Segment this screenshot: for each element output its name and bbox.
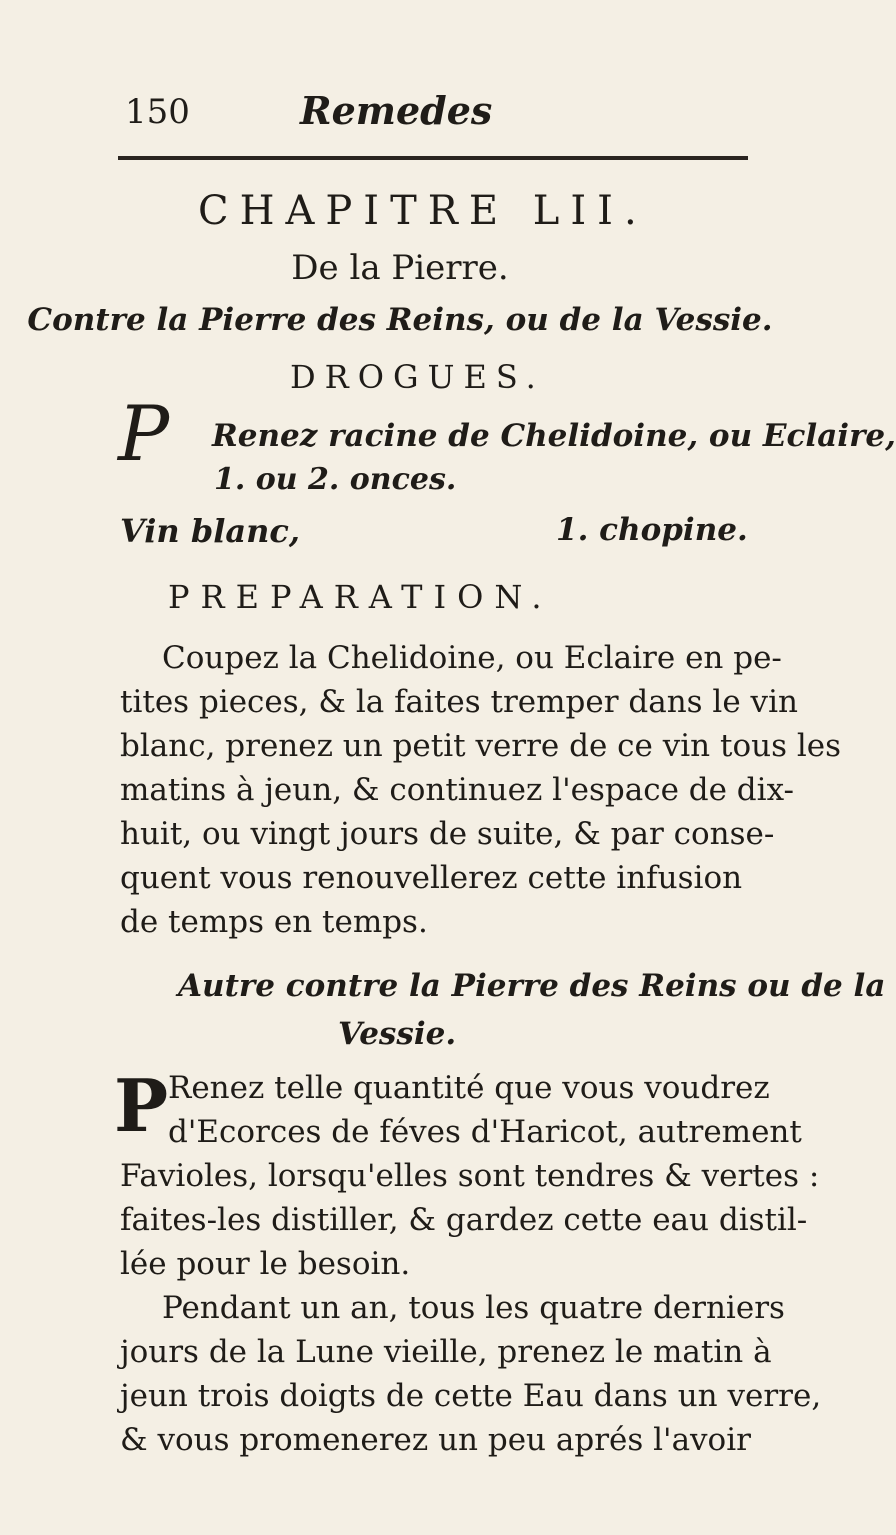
chapter-subtitle: De la Pierre. (291, 248, 509, 288)
preparation-line: Coupez la Chelidoine, ou Eclaire en pe- (162, 640, 782, 676)
drop-cap: P (118, 389, 170, 478)
drogues-line-3-quantity: 1. chopine. (556, 512, 748, 548)
autre-line: & vous promenerez un peu aprés l'avoir (120, 1422, 751, 1458)
drop-cap: P (114, 1063, 169, 1148)
autre-line: jeun trois doigts de cette Eau dans un verre, (120, 1378, 822, 1414)
autre-line: Favioles, lorsqu'elles sont tendres & vertes : (120, 1158, 820, 1194)
chapter-heading: CHAPITRE LII. (198, 188, 648, 234)
header-rule (118, 156, 748, 160)
autre-line: d'Ecorces de féves d'Haricot, autrement (168, 1114, 802, 1150)
autre-line: lée pour le besoin. (120, 1246, 411, 1282)
drogues-heading: DROGUES. (290, 358, 545, 396)
autre-line: faites-les distiller, & gardez cette eau distil- (120, 1202, 808, 1238)
autre-line: jours de la Lune vieille, prenez le matin à (120, 1334, 772, 1370)
drogues-line-3: Vin blanc, (120, 512, 300, 550)
preparation-line: tites pieces, & la faites tremper dans le vin (120, 684, 798, 720)
section-title: Contre la Pierre des Reins, ou de la Vessie. (27, 302, 773, 338)
preparation-heading: PREPARATION. (168, 578, 553, 616)
autre-title-line-2: Vessie. (338, 1016, 457, 1052)
running-title: Remedes (300, 88, 493, 133)
preparation-line: blanc, prenez un petit verre de ce vin tous les (120, 728, 842, 764)
preparation-line: matins à jeun, & continuez l'espace de dix- (120, 772, 794, 808)
drogues-line-1: Renez racine de Chelidoine, ou Eclaire, (212, 418, 896, 454)
preparation-line: quent vous renouvellerez cette infusion (120, 860, 743, 896)
autre-line: Renez telle quantité que vous voudrez (168, 1070, 770, 1106)
drogues-line-2: 1. ou 2. onces. (214, 462, 457, 497)
autre-line: Pendant un an, tous les quatre derniers (162, 1290, 785, 1326)
page-number: 150 (125, 92, 190, 132)
preparation-line: huit, ou vingt jours de suite, & par conse- (120, 816, 775, 852)
preparation-line: de temps en temps. (120, 904, 428, 940)
autre-title-line-1: Autre contre la Pierre des Reins ou de la (178, 968, 886, 1004)
